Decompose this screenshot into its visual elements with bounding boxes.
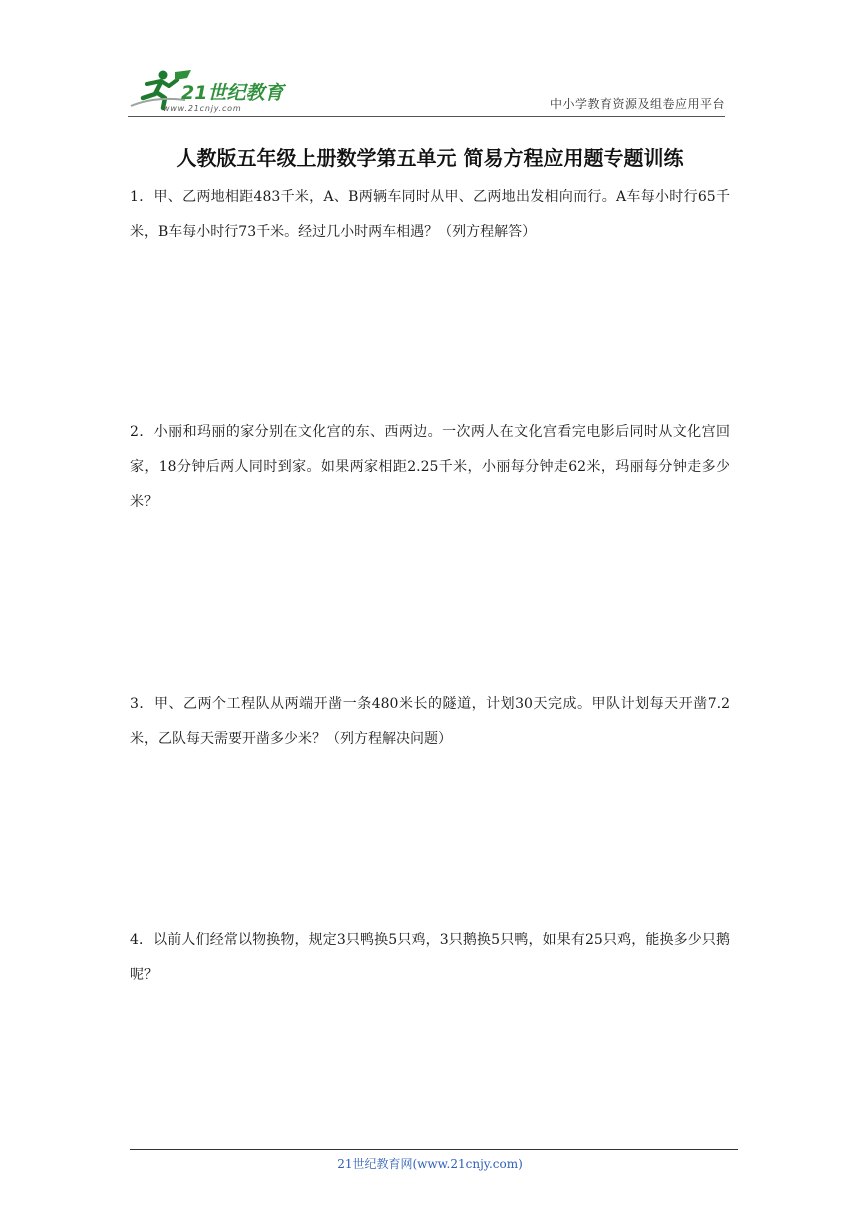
page-header: [125, 62, 725, 118]
footer-divider: [130, 1149, 738, 1150]
site-logo[interactable]: [125, 66, 300, 114]
question-3: 3．甲、乙两个工程队从两端开凿一条480米长的隧道，计划30天完成。甲队计划每天开凿7.2米，乙队每天需要开凿多少米？（列方程解决问题）: [130, 696, 730, 747]
question-1: 1．甲、乙两地相距483千米，A、B两辆车同时从甲、乙两地出发相向而行。A车每小时行65千米，B车每小时行73千米。经过几小时两车相遇？（列方程解答）: [130, 189, 730, 240]
logo-text: 21世纪教育: [181, 82, 284, 104]
logo-wordmark: [125, 66, 300, 114]
question-4: 4．以前人们经常以物换物，规定3只鸭换5只鸡，3只鹅换5只鸭，如果有25只鸡，能换多少只鹅呢？: [130, 932, 730, 983]
header-divider: [128, 116, 725, 117]
question-2: 2．小丽和玛丽的家分别在文化宫的东、西两边。一次两人在文化宫看完电影后同时从文化宫回家，18分钟后两人同时到家。如果两家相距2.25千米，小丽每分钟走62米，玛丽每分钟走多少米？: [130, 424, 730, 510]
document-title: 人教版五年级上册数学第五单元 简易方程应用题专题训练: [176, 146, 684, 170]
logo-url-text: www.21cnjy.com: [163, 104, 242, 113]
footer-link[interactable]: 21世纪教育网(www.21cnjy.com): [337, 1157, 523, 1171]
platform-name: 中小学教育资源及组卷应用平台: [549, 97, 725, 111]
